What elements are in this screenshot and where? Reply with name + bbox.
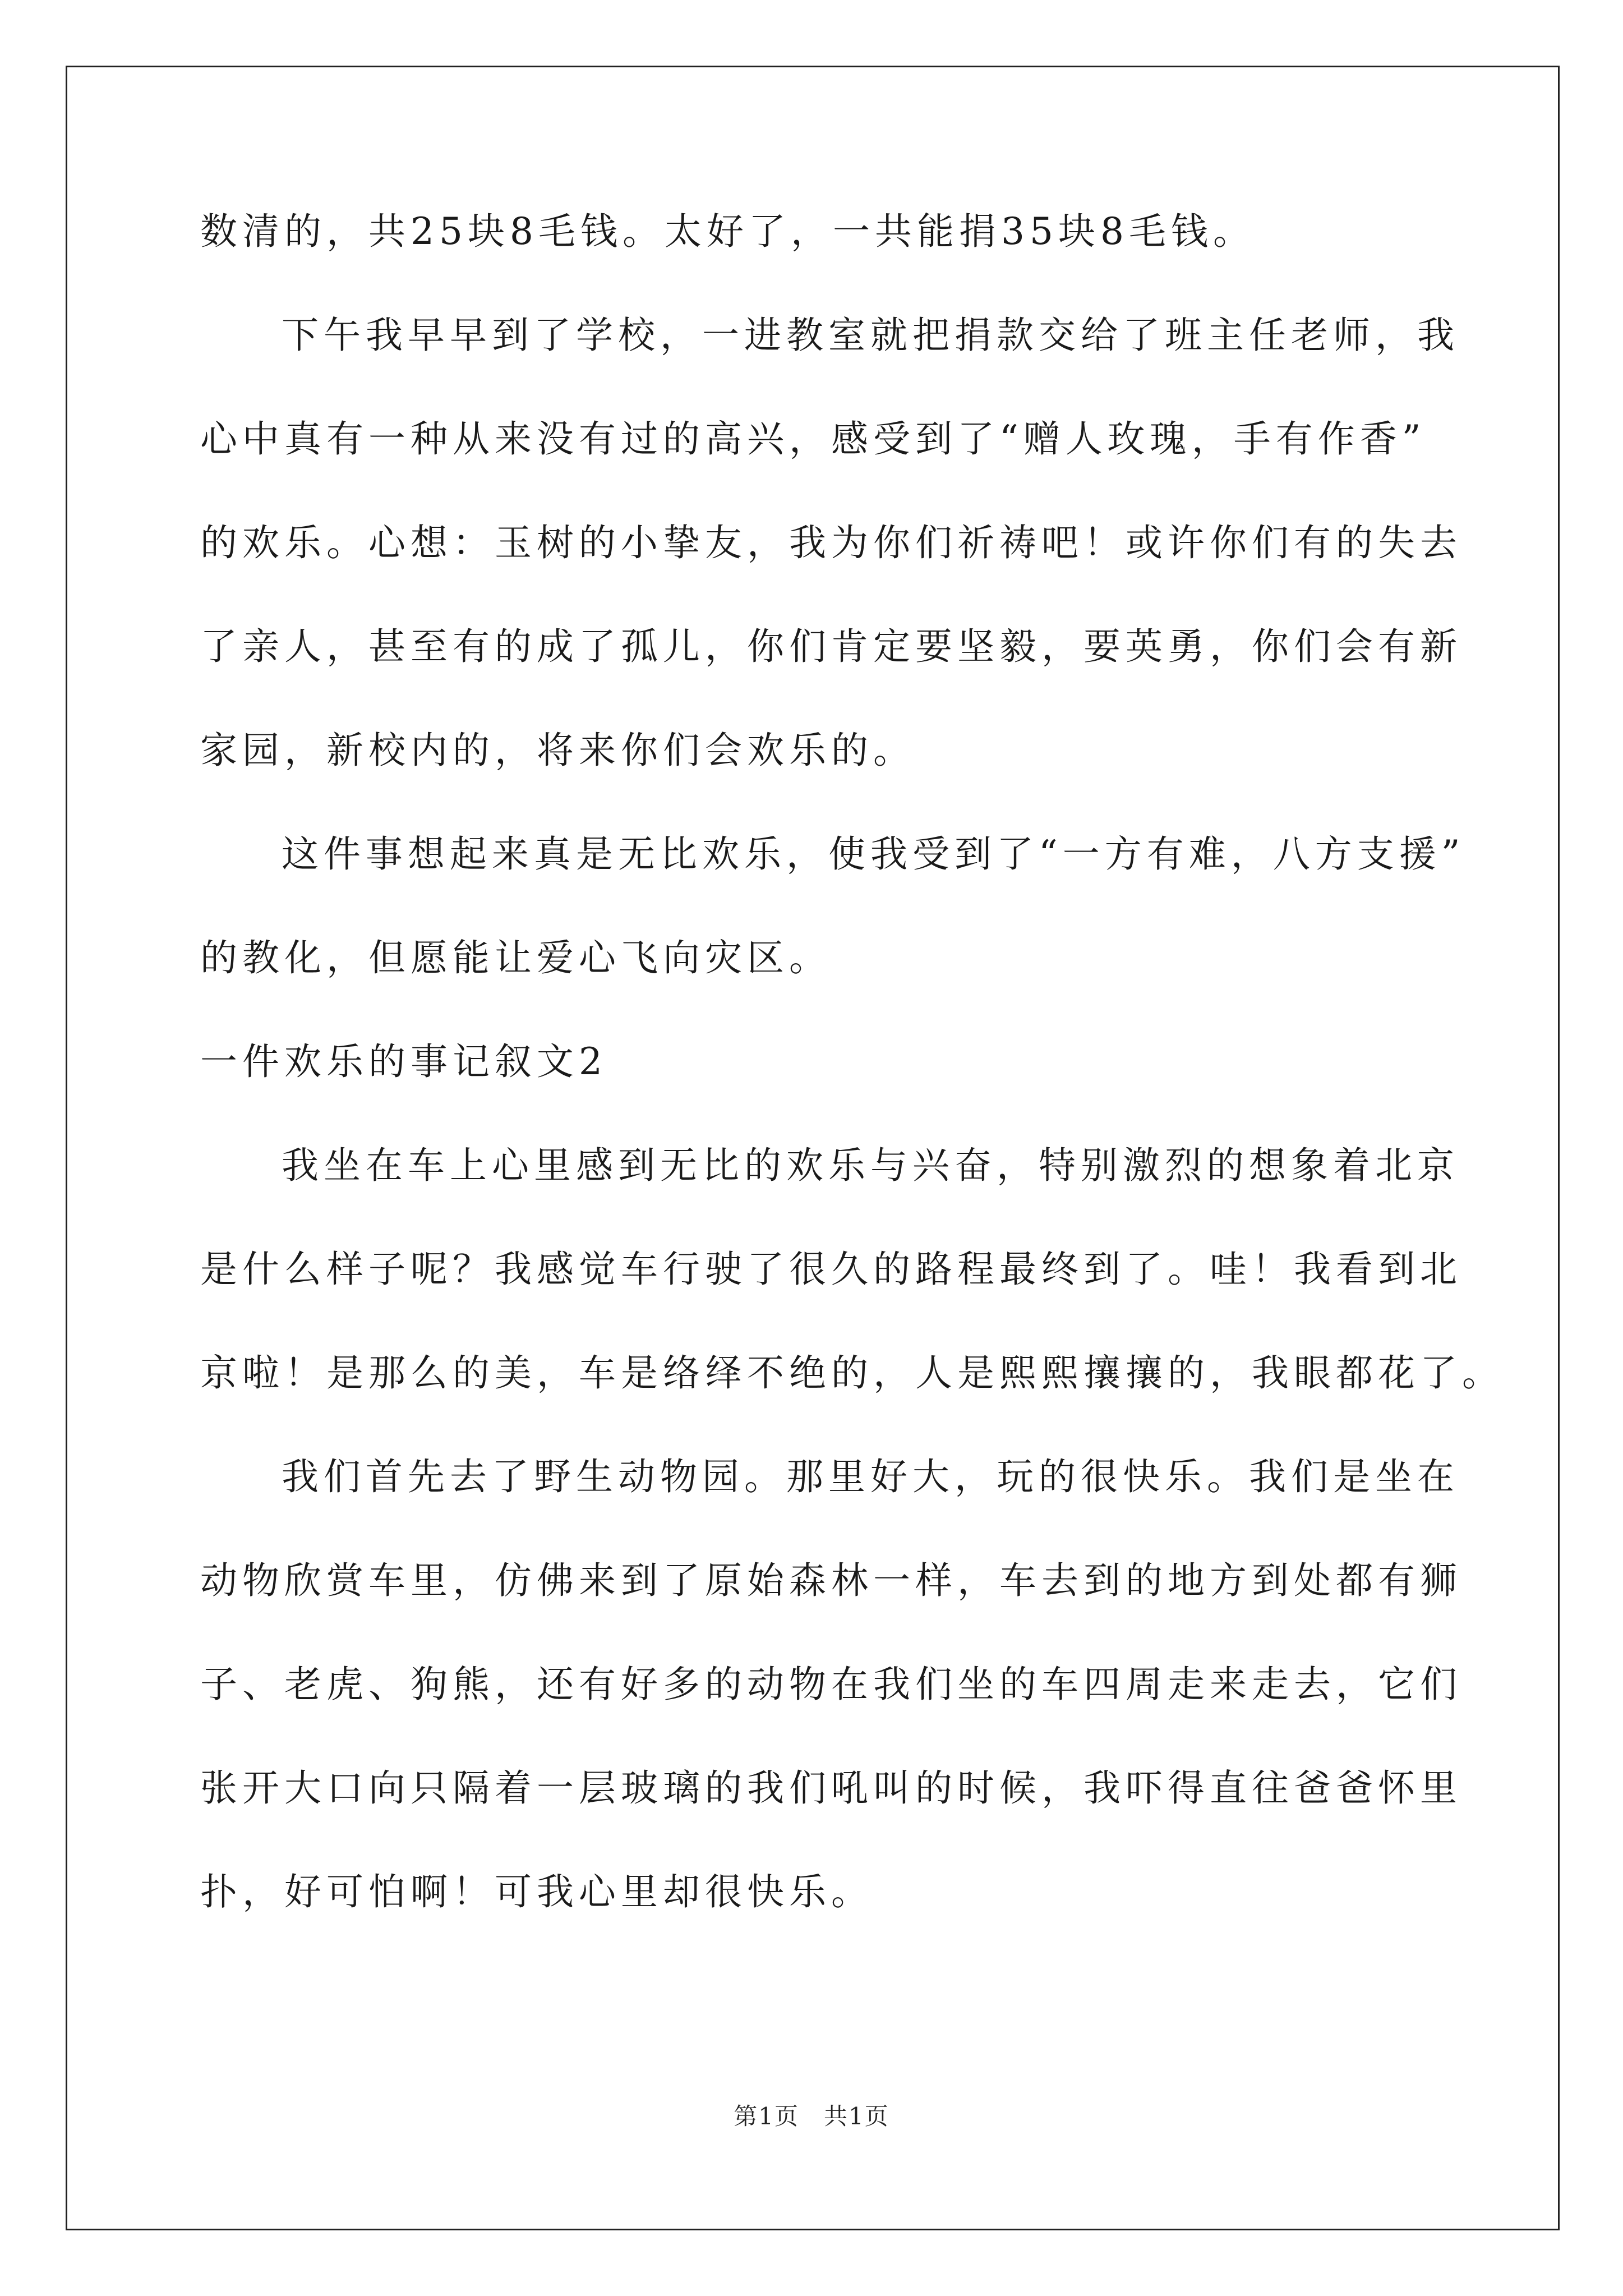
paragraph-line: 我们首先去了野生动物园。那里好大，玩的很快乐。我们是坐在	[282, 1455, 1459, 1498]
paragraph-line: 扑，好可怕啊！可我心里却很快乐。	[200, 1870, 873, 1913]
paragraph-line: 京啦！是那么的美，车是络绎不绝的，人是熙熙攘攘的，我眼都花了。	[200, 1351, 1504, 1395]
paragraph-line: 的教化，但愿能让爱心飞向灾区。	[200, 936, 831, 979]
paragraph-line: 张开大口向只隔着一层玻璃的我们吼叫的时候，我吓得直往爸爸怀里	[200, 1766, 1462, 1810]
paragraph-line: 动物欣赏车里，仿佛来到了原始森林一样，车去到的地方到处都有狮	[200, 1559, 1462, 1602]
section-heading: 一件欢乐的事记叙文2	[200, 1040, 607, 1083]
paragraph-line: 数清的，共25块8毛钱。太好了，一共能捐35块8毛钱。	[200, 210, 1255, 253]
paragraph-line: 心中真有一种从来没有过的高兴，感受到了“赠人玫瑰，手有作香”	[200, 417, 1426, 461]
paragraph-line: 是什么样子呢？我感觉车行驶了很久的路程最终到了。哇！我看到北	[200, 1248, 1462, 1291]
paragraph-line: 了亲人，甚至有的成了孤儿，你们肯定要坚毅，要英勇，你们会有新	[200, 625, 1462, 668]
paragraph-line: 这件事想起来真是无比欢乐，使我受到了“一方有难，八方支援”	[282, 832, 1465, 876]
paragraph-line: 家园，新校内的，将来你们会欢乐的。	[200, 729, 915, 772]
page-number-footer: 第1页 共1页	[734, 2102, 889, 2130]
paragraph-line: 下午我早早到了学校，一进教室就把捐款交给了班主任老师，我	[282, 314, 1459, 357]
paragraph-line: 子、老虎、狗熊，还有好多的动物在我们坐的车四周走来走去，它们	[200, 1663, 1462, 1706]
paragraph-line: 我坐在车上心里感到无比的欢乐与兴奋，特别激烈的想象着北京	[282, 1144, 1459, 1187]
paragraph-line: 的欢乐。心想：玉树的小挚友，我为你们祈祷吧！或许你们有的失去	[200, 521, 1462, 564]
